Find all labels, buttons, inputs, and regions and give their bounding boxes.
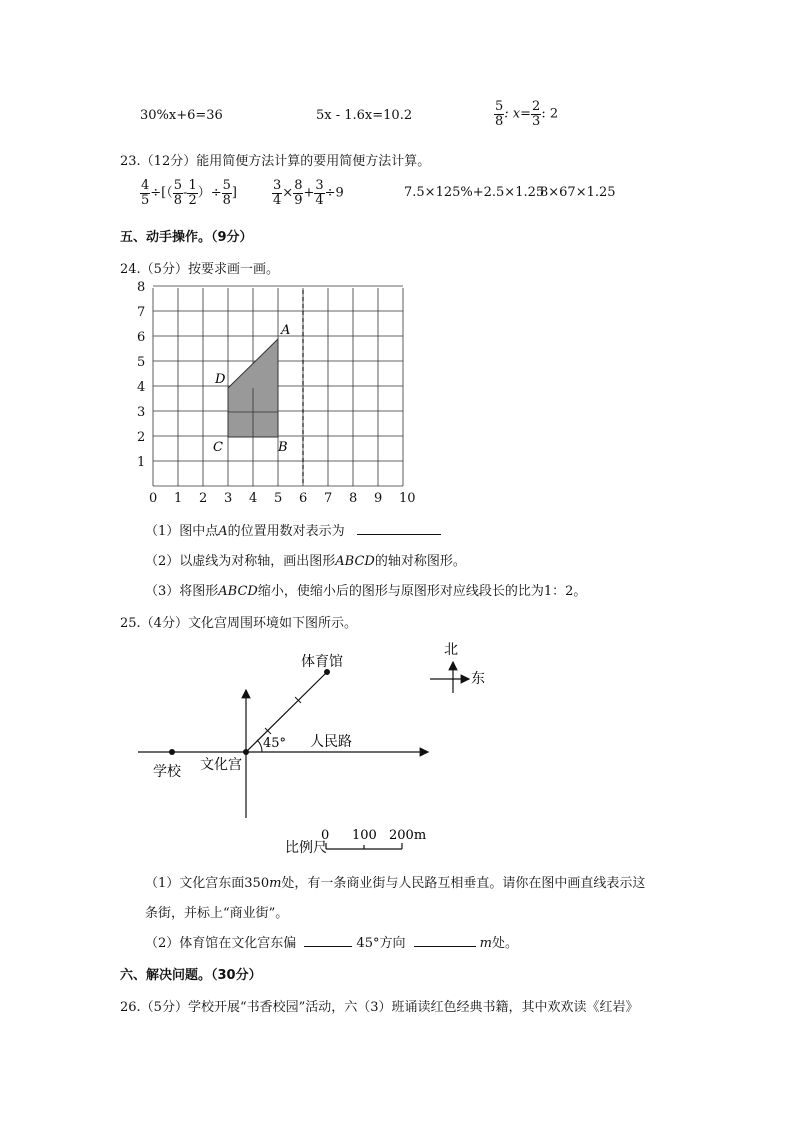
road-label: 人民路 <box>310 734 352 750</box>
question-25-title: 25.（4分）文化宫周围环境如下图所示。 <box>120 616 357 631</box>
y-tick-label: 3 <box>137 405 146 420</box>
y-tick-label: 1 <box>137 455 146 470</box>
question-23-title: 23.（12分）能用简便方法计算的要用简便方法计算。 <box>120 154 431 169</box>
expression-4: 8×67×1.25 <box>540 185 616 200</box>
x-tick-label: 8 <box>349 491 358 506</box>
y-tick-label: 7 <box>137 305 146 320</box>
scale-tick-200: 200m <box>389 828 427 843</box>
x-tick-label: 6 <box>299 491 308 506</box>
x-tick-label: 4 <box>249 491 258 506</box>
direction-blank[interactable] <box>304 946 352 947</box>
q24-part-2: （2）以虚线为对称轴，画出图形ABCD的轴对称图形。 <box>145 554 466 569</box>
x-tick-label: 1 <box>174 491 183 506</box>
expression-1: $\frac{4}{5}$ ÷[（ $\frac{5}{8}$ - $\frac{1}{2}$ ）÷ $\frac{5}{8}$ ] <box>141 178 237 208</box>
equation-1: 30%x+6=36 <box>140 108 223 123</box>
culture-palace-point <box>243 749 249 755</box>
scale-tick-100: 100 <box>352 828 377 843</box>
q24-part-1: （1）图中点A的位置用数对表示为 <box>145 520 441 539</box>
scale-tick-0: 0 <box>321 828 330 843</box>
x-tick-label: 9 <box>374 491 383 506</box>
gym-label: 体育馆 <box>301 654 343 670</box>
expression-3: 7.5×125%+2.5×1.25 <box>404 185 545 200</box>
y-tick-label: 5 <box>137 355 146 370</box>
section-6-heading: 六、解决问题。（30分） <box>120 968 262 983</box>
q25-part-2: （2）体育馆在文化宫东偏 45°方向 m处。 <box>145 936 518 951</box>
y-tick-label: 2 <box>137 430 146 445</box>
point-label-b: B <box>278 440 288 455</box>
school-label: 学校 <box>153 764 181 780</box>
question-24-title: 24.（5分）按要求画一画。 <box>120 262 279 277</box>
scale-label: 比例尺 <box>285 840 327 856</box>
x-tick-label: 5 <box>274 491 283 506</box>
east-label: 东 <box>471 671 485 687</box>
equation-2: 5x - 1.6x=10.2 <box>316 108 413 123</box>
school-point <box>169 749 175 755</box>
point-label-d: D <box>215 372 226 387</box>
x-tick-label: 0 <box>149 491 158 506</box>
section-5-heading: 五、动手操作。（9分） <box>120 230 253 245</box>
north-label: 北 <box>444 642 458 658</box>
q25-part-1-line-2: 条街，并标上“商业街”。 <box>145 906 289 921</box>
q24-part-3: （3）将图形ABCD缩小，使缩小后的图形与原图形对应线段长的比为1：2。 <box>145 584 587 599</box>
question-26-text: 26.（5分）学校开展“书香校园”活动，六（3）班诵读红色经典书籍，其中欢欢读《红岩》 <box>120 1000 639 1015</box>
fraction: $\frac{2}{3}$ <box>532 99 541 129</box>
y-tick-label: 4 <box>137 380 146 395</box>
angle-label: 45° <box>263 736 287 751</box>
fraction: $\frac{5}{8}$ <box>495 99 504 129</box>
culture-palace-label: 文化宫 <box>200 757 242 773</box>
expression-2: $\frac{3}{4}$ × $\frac{8}{9}$ + $\frac{3}{4}$ ÷9 <box>273 178 344 208</box>
point-label-c: C <box>213 440 223 455</box>
x-tick-label: 3 <box>224 491 233 506</box>
point-label-a: A <box>281 323 291 338</box>
q25-part-1-line-1: （1）文化宫东面350m处，有一条商业街与人民路互相垂直。请你在图中画直线表示这 <box>145 876 646 891</box>
distance-blank[interactable] <box>414 946 476 947</box>
y-tick-label: 6 <box>137 330 146 345</box>
equation-3: $\frac{5}{8}$ : x= $\frac{2}{3}$ : 2 <box>495 99 559 129</box>
x-tick-label: 2 <box>199 491 208 506</box>
y-tick-label: 8 <box>137 280 146 295</box>
x-tick-label: 7 <box>324 491 333 506</box>
x-tick-label: 10 <box>399 491 416 506</box>
